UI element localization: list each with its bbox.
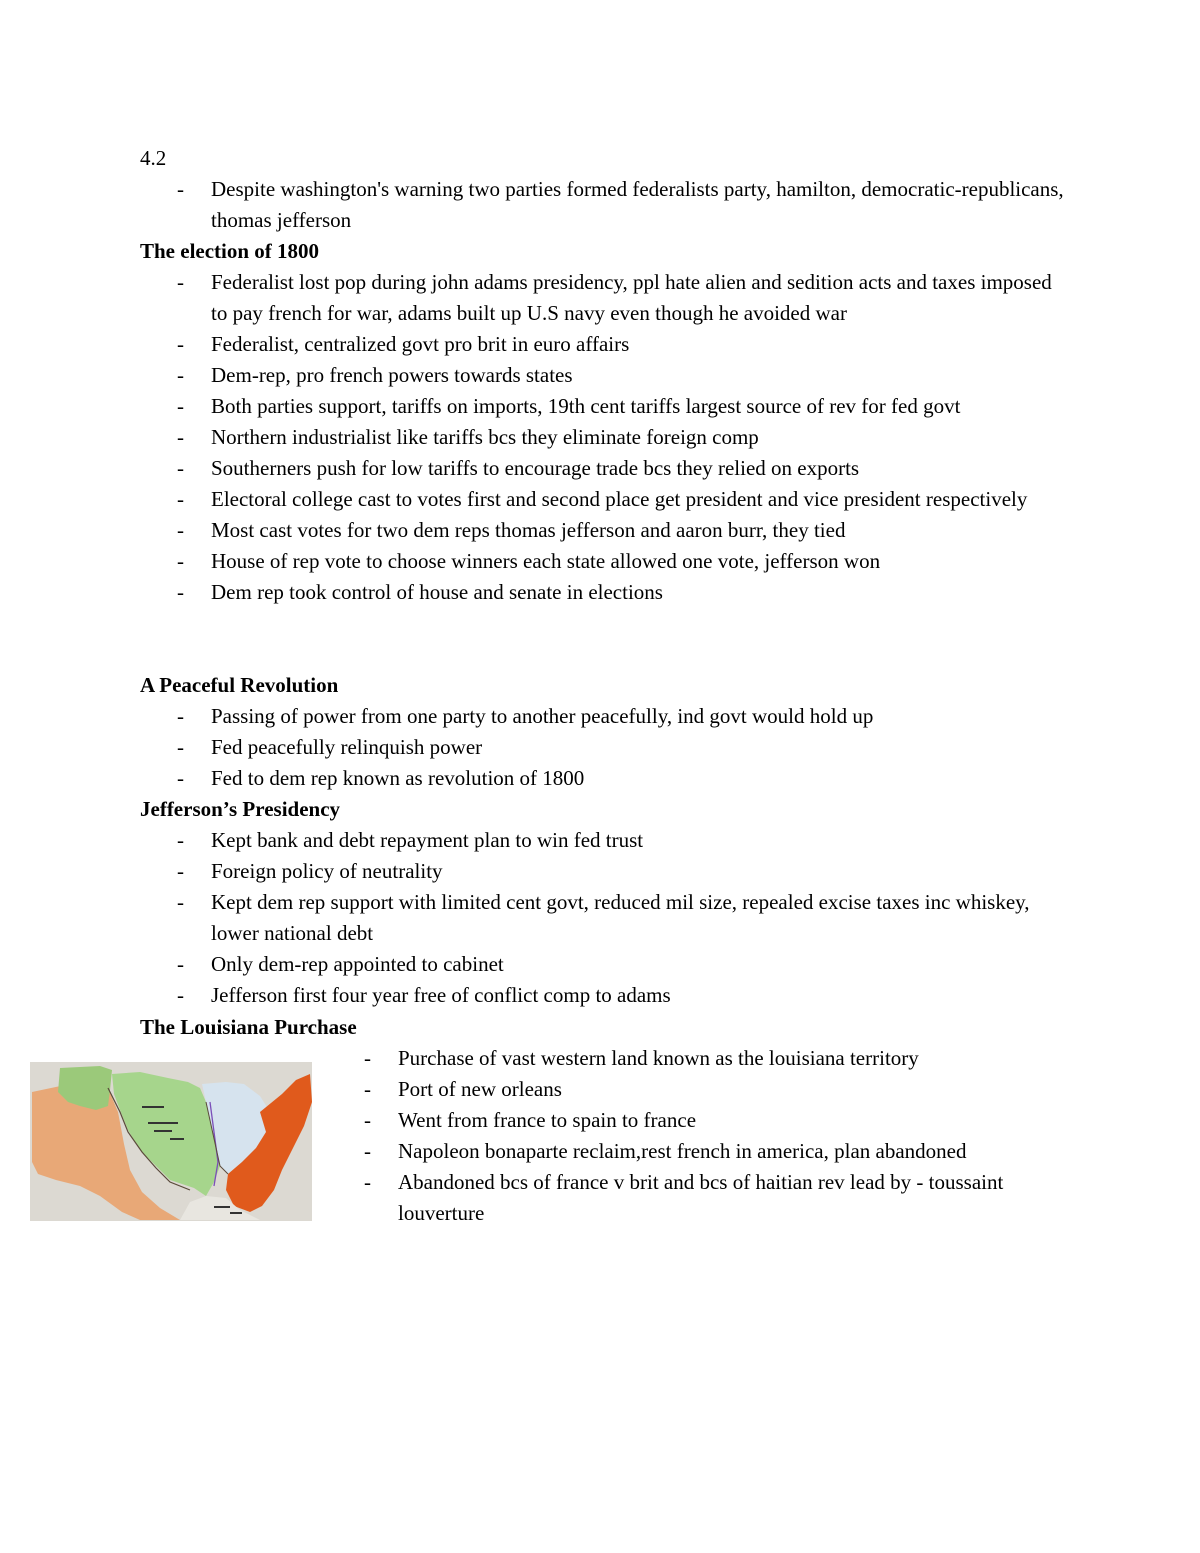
bullet-dash: - [177,828,184,852]
list-item [140,577,1070,608]
list-item-text: Passing of power from one party to another peacefully, ind govt would hold up [211,704,874,728]
list-item [140,453,1070,484]
list-item [140,484,1070,515]
list-item-text: Abandoned bcs of france v brit and bcs of haitian rev lead by - toussaint louverture [398,1170,1004,1225]
list-item-text: Federalist lost pop during john adams presidency, ppl hate alien and sedition acts and taxes imposed to pay french for war, adams built up U.S navy even though he avoided war [211,270,1052,325]
section-number: 4.2 [140,146,167,170]
louisiana-purchase-map [30,1062,312,1221]
louisiana-purchase-heading: The Louisiana Purchase [140,1015,357,1039]
bullet-dash: - [177,580,184,604]
list-item [140,267,1070,329]
bullet-dash: - [177,394,184,418]
list-item [140,329,1070,360]
list-item [140,422,1070,453]
jefferson-presidency-list [140,825,1070,1011]
election-1800-heading: The election of 1800 [140,239,320,263]
intro-list [140,174,1070,236]
bullet-dash: - [177,425,184,449]
list-item [140,887,1070,949]
list-item-text: Southerners push for low tariffs to encourage trade bcs they relied on exports [211,456,860,480]
map-label-mark [230,1212,242,1214]
list-item-text: Kept bank and debt repayment plan to win fed trust [211,828,644,852]
bullet-dash: - [364,1139,371,1163]
bullet-dash: - [364,1046,371,1070]
list-item-text: Port of new orleans [398,1077,562,1101]
bullet-dash: - [177,332,184,356]
louisiana-purchase-section [140,1012,1070,1043]
map-label-mark [154,1130,172,1132]
list-item-text: Fed to dem rep known as revolution of 1800 [211,766,585,790]
bullet-dash: - [177,859,184,883]
bullet-dash: - [177,177,184,201]
list-item [140,949,1070,980]
map-label-mark [148,1122,178,1124]
list-item-text: Kept dem rep support with limited cent govt, reduced mil size, repealed excise taxes inc whiskey, lower national debt [211,890,1030,945]
peaceful-revolution-section [140,670,1070,794]
list-item [140,360,1070,391]
bullet-dash: - [364,1077,371,1101]
bullet-dash: - [177,952,184,976]
peaceful-revolution-list [140,701,1070,794]
list-item-text: Northern industrialist like tariffs bcs they eliminate foreign comp [211,425,759,449]
louisiana-purchase-list [327,1043,1047,1229]
list-item [140,515,1070,546]
list-item [140,701,1070,732]
louisiana-purchase-list-container [327,1043,1047,1229]
jefferson-presidency-section [140,794,1070,1011]
list-item [140,763,1070,794]
jefferson-presidency-heading: Jefferson’s Presidency [140,797,341,821]
list-item-text: Dem rep took control of house and senate in elections [211,580,663,604]
list-item [140,391,1070,422]
election-1800-list [140,267,1070,608]
bullet-dash: - [177,549,184,573]
peaceful-revolution-heading: A Peaceful Revolution [140,673,339,697]
bullet-dash: - [177,270,184,294]
list-item [327,1105,1047,1136]
list-item [140,980,1070,1011]
list-item-text: Purchase of vast western land known as the louisiana territory [398,1046,919,1070]
bullet-dash: - [364,1170,371,1194]
list-item-text: Despite washington's warning two parties formed federalists party, hamilton, democratic-republicans, thomas jefferson [211,177,1064,232]
list-item [327,1167,1047,1229]
list-item [327,1043,1047,1074]
list-item-text: Fed peacefully relinquish power [211,735,483,759]
intro-section [140,174,1070,236]
list-item-text: House of rep vote to choose winners each state allowed one vote, jefferson won [211,549,881,573]
bullet-dash: - [177,487,184,511]
map-label-mark [214,1206,230,1208]
map-label-mark [142,1106,164,1108]
bullet-dash: - [177,766,184,790]
list-item-text: Only dem-rep appointed to cabinet [211,952,504,976]
bullet-dash: - [177,363,184,387]
list-item-text: Dem-rep, pro french powers towards states [211,363,573,387]
election-1800-section [140,236,1070,608]
bullet-dash: - [177,456,184,480]
list-item-text: Electoral college cast to votes first and second place get president and vice president respectively [211,487,1028,511]
list-item [140,546,1070,577]
list-item-text: Foreign policy of neutrality [211,859,443,883]
map-label-mark [170,1138,184,1140]
bullet-dash: - [177,983,184,1007]
list-item [140,856,1070,887]
list-item [327,1074,1047,1105]
bullet-dash: - [177,735,184,759]
list-item-text: Most cast votes for two dem reps thomas jefferson and aaron burr, they tied [211,518,846,542]
list-item-text: Federalist, centralized govt pro brit in euro affairs [211,332,630,356]
bullet-dash: - [177,518,184,542]
bullet-dash: - [177,890,184,914]
bullet-dash: - [364,1108,371,1132]
list-item [140,732,1070,763]
list-item [327,1136,1047,1167]
list-item [140,174,1070,236]
list-item [140,825,1070,856]
list-item-text: Went from france to spain to france [398,1108,697,1132]
list-item-text: Both parties support, tariffs on imports, 19th cent tariffs largest source of rev for fed govt [211,394,961,418]
bullet-dash: - [177,704,184,728]
list-item-text: Napoleon bonaparte reclaim,rest french in america, plan abandoned [398,1139,967,1163]
list-item-text: Jefferson first four year free of conflict comp to adams [211,983,671,1007]
